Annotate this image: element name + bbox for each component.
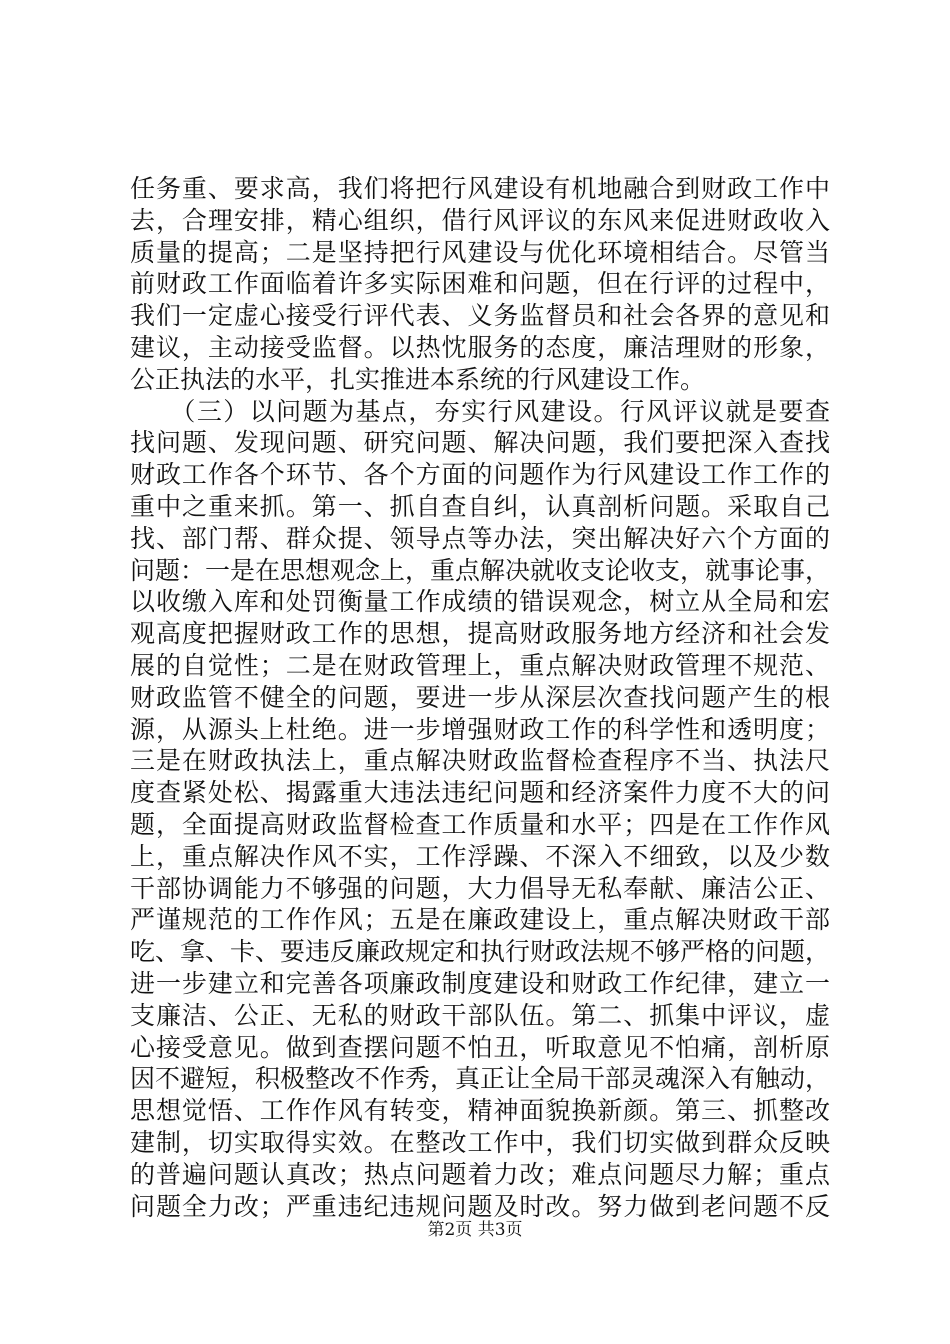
text-line: 思想觉悟、工作作风有转变，精神面貌换新颜。第三、抓整改 [130,1096,830,1126]
text-line: 以收缴入库和处罚衡量工作成绩的错误观念，树立从全局和宏 [130,587,830,617]
text-line: 心接受意见。做到查摆问题不怕丑，听取意见不怕痛，剖析原 [130,1032,830,1062]
text-line: 支廉洁、公正、无私的财政干部队伍。第二、抓集中评议，虚 [130,1000,830,1030]
text-line: 度查紧处松、揭露重大违法违纪问题和经济案件力度不大的问 [130,778,830,808]
text-line: 观高度把握财政工作的思想，提高财政服务地方经济和社会发 [130,619,830,649]
text-line: 源，从源头上杜绝。进一步增强财政工作的科学性和透明度； [130,714,830,744]
text-line: 因不避短，积极整改不作秀，真正让全局干部灵魂深入有触动， [130,1064,830,1094]
text-line: 重中之重来抓。第一、抓自查自纠，认真剖析问题。采取自己 [130,491,830,521]
text-line: 去，合理安排，精心组织，借行风评议的东风来促进财政收入 [130,205,830,235]
text-line: 的普遍问题认真改；热点问题着力改；难点问题尽力解；重点 [130,1159,830,1189]
text-line: 找、部门帮、群众提、领导点等办法，突出解决好六个方面的 [130,523,830,553]
text-line: 问题全力改；严重违纪违规问题及时改。努力做到老问题不反 [130,1191,830,1221]
text-line: 质量的提高；二是坚持把行风建设与优化环境相结合。尽管当 [130,237,830,267]
document-body [130,173,830,1222]
text-line: （三）以问题为基点，夯实行风建设。行风评议就是要查 [130,396,830,426]
text-line: 进一步建立和完善各项廉政制度建设和财政工作纪律，建立一 [130,968,830,998]
text-line: 三是在财政执法上，重点解决财政监督检查程序不当、执法尺 [130,746,830,776]
text-line: 问题：一是在思想观念上，重点解决就收支论收支，就事论事， [130,555,830,585]
text-line: 找问题、发现问题、研究问题、解决问题，我们要把深入查找 [130,428,830,458]
text-line: 建制，切实取得实效。在整改工作中，我们切实做到群众反映 [130,1127,830,1157]
text-line: 展的自觉性；二是在财政管理上，重点解决财政管理不规范、 [130,650,830,680]
text-line: 我们一定虚心接受行评代表、义务监督员和社会各界的意见和 [130,301,830,331]
text-line: 严谨规范的工作作风；五是在廉政建设上，重点解决财政干部 [130,905,830,935]
text-line: 题，全面提高财政监督检查工作质量和水平；四是在工作作风 [130,809,830,839]
text-line: 吃、拿、卡、要违反廉政规定和执行财政法规不够严格的问题， [130,937,830,967]
text-line: 公正执法的水平，扎实推进本系统的行风建设工作。 [130,364,706,394]
text-line: 财政工作各个环节、各个方面的问题作为行风建设工作工作的 [130,460,830,490]
text-line: 前财政工作面临着许多实际困难和问题，但在行评的过程中， [130,269,830,299]
text-line: 干部协调能力不够强的问题，大力倡导无私奉献、廉洁公正、 [130,873,830,903]
text-line: 财政监管不健全的问题，要进一步从深层次查找问题产生的根 [130,682,830,712]
text-line: 上，重点解决作风不实，工作浮躁、不深入不细致，以及少数 [130,841,830,871]
text-line: 建议，主动接受监督。以热忱服务的态度，廉洁理财的形象， [130,332,830,362]
text-line: 任务重、要求高，我们将把行风建设有机地融合到财政工作中 [130,174,830,203]
page-footer: 第2页 共3页 [427,1220,523,1240]
